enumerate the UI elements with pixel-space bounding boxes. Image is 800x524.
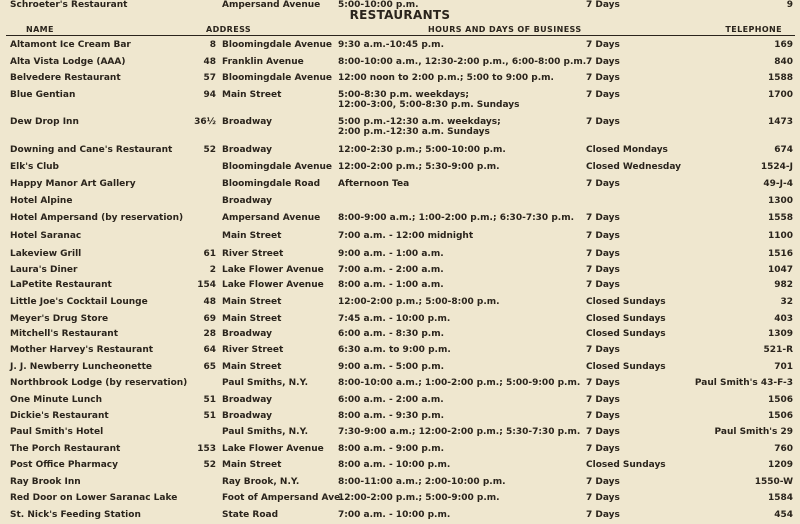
- street-name: Lake Flower Avenue: [222, 444, 324, 454]
- restaurant-name: One Minute Lunch: [10, 395, 102, 405]
- street-number: 51: [203, 395, 216, 405]
- telephone-number: 982: [774, 280, 793, 290]
- header-rule: [6, 35, 795, 36]
- telephone-number: 1558: [767, 213, 793, 223]
- business-hours: 7:00 a.m. - 2:00 a.m.: [338, 265, 444, 275]
- restaurant-name: J. J. Newberry Luncheonette: [10, 362, 152, 372]
- business-days: Closed Sundays: [586, 362, 666, 372]
- business-hours: 7:00 a.m. - 12:00 midnight: [338, 231, 474, 241]
- business-days: 7 Days: [586, 444, 620, 454]
- telephone-number: 1588: [767, 73, 793, 83]
- street-name: Broadway: [222, 117, 272, 127]
- business-hours: 8:00 a.m. - 9:30 p.m.: [338, 411, 444, 421]
- telephone-number: 1516: [767, 249, 793, 259]
- telephone-number: 1209: [767, 460, 793, 470]
- column-header-telephone: TELEPHONE: [725, 25, 782, 34]
- business-days: 7 Days: [586, 280, 620, 290]
- business-days: 7 Days: [586, 40, 620, 50]
- telephone-number: 760: [774, 444, 793, 454]
- street-number: 52: [203, 145, 216, 155]
- street-number: 52: [203, 460, 216, 470]
- street-number: 57: [203, 73, 216, 83]
- street-name: Ray Brook, N.Y.: [222, 477, 300, 487]
- restaurant-name: Mother Harvey's Restaurant: [10, 345, 154, 355]
- business-hours: 8:00-11:00 a.m.; 2:00-10:00 p.m.: [338, 477, 506, 487]
- page-title: RESTAURANTS: [349, 8, 451, 22]
- street-number: 28: [203, 329, 216, 339]
- street-name: Lake Flower Avenue: [222, 280, 324, 290]
- telephone-number: 1506: [767, 395, 793, 405]
- business-days: 7 Days: [586, 411, 620, 421]
- business-days: Closed Sundays: [586, 297, 666, 307]
- restaurant-name: Altamont Ice Cream Bar: [10, 40, 131, 50]
- street-name: Broadway: [222, 329, 272, 339]
- column-header-name: NAME: [26, 25, 54, 34]
- restaurant-name: Northbrook Lodge (by reservation): [10, 378, 188, 388]
- business-days: Closed Wednesday: [586, 162, 682, 172]
- business-hours: 12:00 noon to 2:00 p.m.; 5:00 to 9:00 p.m.: [338, 73, 554, 83]
- street-name: Bloomingdale Road: [222, 179, 321, 189]
- business-days: 7 Days: [586, 117, 620, 127]
- street-name: Bloomingdale Avenue: [222, 162, 332, 172]
- business-days: 7 Days: [586, 395, 620, 405]
- business-days: Closed Sundays: [586, 314, 666, 324]
- street-number: 69: [203, 314, 216, 324]
- business-days: 7 Days: [586, 73, 620, 83]
- business-days: 7 Days: [586, 213, 620, 223]
- telephone-number: 1300: [767, 196, 793, 206]
- telephone-number: 1524-J: [760, 162, 793, 172]
- telephone-number: 701: [774, 362, 793, 372]
- street-number: 64: [203, 345, 216, 355]
- business-days: Closed Sundays: [586, 329, 666, 339]
- telephone-number: 454: [774, 510, 793, 520]
- business-days: 7 Days: [586, 378, 620, 388]
- business-days: 7 Days: [586, 493, 620, 503]
- street-number: 48: [203, 57, 216, 67]
- business-hours: 12:00-2:00 p.m.; 5:00-9:00 p.m.: [338, 493, 500, 503]
- business-days: 7 Days: [586, 231, 620, 241]
- business-days: 7 Days: [586, 477, 620, 487]
- restaurant-name: Post Office Pharmacy: [10, 460, 118, 470]
- telephone-number: 521-R: [763, 345, 793, 355]
- telephone-number: 9: [786, 0, 793, 10]
- street-name: Paul Smiths, N.Y.: [222, 378, 309, 388]
- business-hours: 12:00-2:00 p.m.; 5:30-9:00 p.m.: [338, 162, 500, 172]
- street-name: Paul Smiths, N.Y.: [222, 427, 309, 437]
- business-hours: 5:00-8:30 p.m. weekdays; 12:00-3:00, 5:00-8:30 p.m. Sundays: [338, 90, 520, 110]
- business-days: 7 Days: [586, 57, 620, 67]
- street-name: River Street: [222, 249, 284, 259]
- business-days: 7 Days: [586, 265, 620, 275]
- business-days: Closed Mondays: [586, 145, 668, 155]
- street-number: 8: [209, 40, 216, 50]
- street-name: Main Street: [222, 314, 282, 324]
- street-name: Bloomingdale Avenue: [222, 40, 332, 50]
- restaurant-name: St. Nick's Feeding Station: [10, 510, 141, 520]
- business-days: 7 Days: [586, 345, 620, 355]
- telephone-number: 1550-W: [754, 477, 793, 487]
- business-hours: 9:30 a.m.-10:45 p.m.: [338, 40, 444, 50]
- street-name: Main Street: [222, 297, 282, 307]
- restaurant-name: Hotel Ampersand (by reservation): [10, 213, 184, 223]
- business-days: 7 Days: [586, 90, 620, 100]
- street-name: Broadway: [222, 395, 272, 405]
- restaurant-name: Little Joe's Cocktail Lounge: [10, 297, 148, 307]
- business-days: 7 Days: [586, 427, 620, 437]
- street-name: River Street: [222, 345, 284, 355]
- business-days: 7 Days: [586, 249, 620, 259]
- telephone-number: 32: [780, 297, 793, 307]
- telephone-number: 1047: [767, 265, 793, 275]
- business-hours: 7:45 a.m. - 10:00 p.m.: [338, 314, 451, 324]
- column-header-hours: HOURS AND DAYS OF BUSINESS: [428, 25, 582, 34]
- telephone-number: 1100: [767, 231, 793, 241]
- restaurant-name: Dickie's Restaurant: [10, 411, 109, 421]
- restaurant-name: Dew Drop Inn: [10, 117, 79, 127]
- restaurant-name: Downing and Cane's Restaurant: [10, 145, 173, 155]
- street-number: 2: [209, 265, 216, 275]
- restaurant-name: The Porch Restaurant: [10, 444, 121, 454]
- business-hours: 5:00-10:00 p.m.: [338, 0, 419, 10]
- business-hours: 6:00 a.m. - 2:00 a.m.: [338, 395, 444, 405]
- business-hours: 6:00 a.m. - 8:30 p.m.: [338, 329, 444, 339]
- street-number: 153: [197, 444, 216, 454]
- telephone-number: 1506: [767, 411, 793, 421]
- street-name: Main Street: [222, 460, 282, 470]
- street-name: Ampersand Avenue: [222, 0, 321, 10]
- restaurant-name: Alta Vista Lodge (AAA): [10, 57, 126, 67]
- street-name: Main Street: [222, 362, 282, 372]
- business-hours: 9:00 a.m. - 1:00 a.m.: [338, 249, 444, 259]
- business-hours: 9:00 a.m. - 5:00 p.m.: [338, 362, 444, 372]
- restaurant-name: Happy Manor Art Gallery: [10, 179, 136, 189]
- telephone-number: 1700: [767, 90, 793, 100]
- business-hours: 5:00 p.m.-12:30 a.m. weekdays; 2:00 p.m.-12:30 a.m. Sundays: [338, 117, 501, 137]
- street-number: 36½: [194, 117, 216, 127]
- restaurant-name: Schroeter's Restaurant: [10, 0, 128, 10]
- restaurant-name: Belvedere Restaurant: [10, 73, 121, 83]
- restaurant-name: Mitchell's Restaurant: [10, 329, 118, 339]
- business-days: 7 Days: [586, 0, 620, 10]
- telephone-number: 169: [774, 40, 793, 50]
- business-days: Closed Sundays: [586, 460, 666, 470]
- telephone-number: 1473: [767, 117, 793, 127]
- restaurant-name: LaPetite Restaurant: [10, 280, 112, 290]
- street-number: 61: [203, 249, 216, 259]
- telephone-number: Paul Smith's 43-F-3: [694, 378, 793, 388]
- telephone-number: 49-J-4: [763, 179, 793, 189]
- restaurant-name: Laura's Diner: [10, 265, 78, 275]
- business-hours: 6:30 a.m. to 9:00 p.m.: [338, 345, 451, 355]
- telephone-number: 1584: [767, 493, 793, 503]
- business-hours: 8:00 a.m. - 1:00 a.m.: [338, 280, 444, 290]
- telephone-number: 403: [774, 314, 793, 324]
- telephone-number: 1309: [767, 329, 793, 339]
- restaurant-name: Elk's Club: [10, 162, 60, 172]
- street-number: 48: [203, 297, 216, 307]
- restaurant-name: Red Door on Lower Saranac Lake: [10, 493, 178, 503]
- business-hours: 12:00-2:00 p.m.; 5:00-8:00 p.m.: [338, 297, 500, 307]
- business-hours: 8:00-10:00 a.m.; 1:00-2:00 p.m.; 5:00-9:00 p.m.: [338, 378, 581, 388]
- restaurant-name: Paul Smith's Hotel: [10, 427, 104, 437]
- business-days: 7 Days: [586, 510, 620, 520]
- business-days: 7 Days: [586, 179, 620, 189]
- street-name: Broadway: [222, 145, 272, 155]
- street-name: Ampersand Avenue: [222, 213, 321, 223]
- business-hours: 12:00-2:30 p.m.; 5:00-10:00 p.m.: [338, 145, 506, 155]
- telephone-number: 674: [774, 145, 793, 155]
- telephone-number: Paul Smith's 29: [714, 427, 793, 437]
- restaurant-name: Meyer's Drug Store: [10, 314, 109, 324]
- street-name: Foot of Ampersand Ave.: [222, 493, 344, 503]
- restaurant-name: Hotel Alpine: [10, 196, 73, 206]
- street-number: 65: [203, 362, 216, 372]
- business-hours: 8:00 a.m. - 9:00 p.m.: [338, 444, 444, 454]
- business-hours: 8:00-9:00 a.m.; 1:00-2:00 p.m.; 6:30-7:30 p.m.: [338, 213, 574, 223]
- restaurant-name: Ray Brook Inn: [10, 477, 81, 487]
- restaurant-name: Lakeview Grill: [10, 249, 82, 259]
- street-name: Franklin Avenue: [222, 57, 304, 67]
- street-number: 154: [197, 280, 216, 290]
- street-number: 94: [203, 90, 216, 100]
- street-name: Bloomingdale Avenue: [222, 73, 332, 83]
- business-hours: 7:30-9:00 a.m.; 12:00-2:00 p.m.; 5:30-7:30 p.m.: [338, 427, 581, 437]
- street-name: Main Street: [222, 231, 282, 241]
- street-name: State Road: [222, 510, 279, 520]
- telephone-number: 840: [774, 57, 793, 67]
- business-hours: 8:00 a.m. - 10:00 p.m.: [338, 460, 451, 470]
- street-name: Main Street: [222, 90, 282, 100]
- business-hours: 8:00-10:00 a.m., 12:30-2:00 p.m., 6:00-8:00 p.m.: [338, 57, 587, 67]
- business-hours: Afternoon Tea: [338, 179, 410, 189]
- restaurant-name: Hotel Saranac: [10, 231, 82, 241]
- column-header-address: ADDRESS: [206, 25, 252, 34]
- restaurant-name: Blue Gentian: [10, 90, 76, 100]
- street-number: 51: [203, 411, 216, 421]
- street-name: Lake Flower Avenue: [222, 265, 324, 275]
- street-name: Broadway: [222, 411, 272, 421]
- business-hours: 7:00 a.m. - 10:00 p.m.: [338, 510, 451, 520]
- street-name: Broadway: [222, 196, 272, 206]
